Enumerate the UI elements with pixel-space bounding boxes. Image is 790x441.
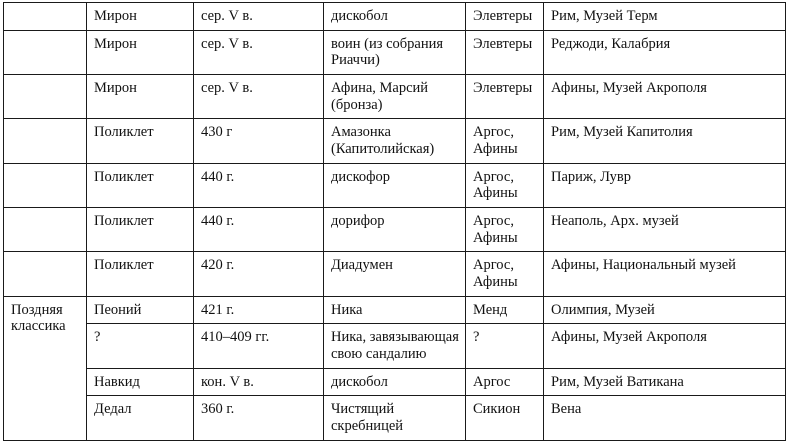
sculptor-cell: Поликлет bbox=[87, 208, 194, 252]
table-row bbox=[4, 75, 786, 119]
location-cell: Рим, Музей Ватикана bbox=[544, 368, 786, 396]
table-row bbox=[4, 208, 786, 252]
school-cell: Элевтеры bbox=[466, 30, 544, 74]
school-cell: Аргос, Афины bbox=[466, 163, 544, 207]
sculptor-cell: Поликлет bbox=[87, 163, 194, 207]
table-row bbox=[4, 30, 786, 74]
date-cell: 410–409 гг. bbox=[194, 324, 324, 368]
school-cell: Элевтеры bbox=[466, 75, 544, 119]
date-cell: 430 г bbox=[194, 119, 324, 163]
work-cell: Диадумен bbox=[324, 252, 466, 296]
sculptor-cell: Пеоний bbox=[87, 296, 194, 324]
work-cell: Чистящий скребницей bbox=[324, 396, 466, 440]
school-cell: Аргос, Афины bbox=[466, 119, 544, 163]
period-cell-empty bbox=[4, 252, 87, 296]
location-cell: Париж, Лувр bbox=[544, 163, 786, 207]
school-cell: Аргос, Афины bbox=[466, 252, 544, 296]
period-cell-empty bbox=[4, 3, 87, 31]
date-cell: 360 г. bbox=[194, 396, 324, 440]
location-cell: Афины, Музей Акрополя bbox=[544, 75, 786, 119]
sculptor-cell: Дедал bbox=[87, 396, 194, 440]
location-cell: Рим, Музей Капитолия bbox=[544, 119, 786, 163]
sculptor-cell: ? bbox=[87, 324, 194, 368]
table-row bbox=[4, 3, 786, 31]
sculpture-catalog-table bbox=[3, 2, 786, 441]
location-cell: Неаполь, Арх. музей bbox=[544, 208, 786, 252]
work-cell: дискобол bbox=[324, 3, 466, 31]
location-cell: Реджоди, Калабрия bbox=[544, 30, 786, 74]
date-cell: сер. V в. bbox=[194, 30, 324, 74]
table-row bbox=[4, 252, 786, 296]
work-cell: Афина, Марсий (бронза) bbox=[324, 75, 466, 119]
table-row bbox=[4, 396, 786, 440]
sculptor-cell: Мирон bbox=[87, 3, 194, 31]
date-cell: 421 г. bbox=[194, 296, 324, 324]
school-cell: Сикион bbox=[466, 396, 544, 440]
table-row bbox=[4, 119, 786, 163]
location-cell: Вена bbox=[544, 396, 786, 440]
period-cell-empty bbox=[4, 75, 87, 119]
table-row bbox=[4, 368, 786, 396]
period-cell-empty bbox=[4, 30, 87, 74]
sculptor-cell: Мирон bbox=[87, 30, 194, 74]
work-cell: Ника bbox=[324, 296, 466, 324]
date-cell: сер. V в. bbox=[194, 3, 324, 31]
date-cell: 440 г. bbox=[194, 208, 324, 252]
date-cell: сер. V в. bbox=[194, 75, 324, 119]
school-cell: Менд bbox=[466, 296, 544, 324]
period-cell-empty bbox=[4, 208, 87, 252]
location-cell: Олимпия, Музей bbox=[544, 296, 786, 324]
period-cell: Поздняя классика bbox=[4, 296, 87, 440]
period-cell-empty bbox=[4, 119, 87, 163]
school-cell: Элевтеры bbox=[466, 3, 544, 31]
work-cell: дорифор bbox=[324, 208, 466, 252]
period-cell-empty bbox=[4, 163, 87, 207]
sculptor-cell: Навкид bbox=[87, 368, 194, 396]
work-cell: воин (из собрания Риаччи) bbox=[324, 30, 466, 74]
sculptor-cell: Поликлет bbox=[87, 119, 194, 163]
document-page bbox=[0, 2, 790, 438]
table-row bbox=[4, 296, 786, 324]
table-row bbox=[4, 324, 786, 368]
school-cell: ? bbox=[466, 324, 544, 368]
location-cell: Рим, Музей Терм bbox=[544, 3, 786, 31]
table-body bbox=[4, 3, 786, 441]
date-cell: кон. V в. bbox=[194, 368, 324, 396]
school-cell: Аргос bbox=[466, 368, 544, 396]
location-cell: Афины, Музей Акрополя bbox=[544, 324, 786, 368]
work-cell: Ника, завязывающая свою сандалию bbox=[324, 324, 466, 368]
date-cell: 440 г. bbox=[194, 163, 324, 207]
table-row bbox=[4, 163, 786, 207]
date-cell: 420 г. bbox=[194, 252, 324, 296]
sculptor-cell: Мирон bbox=[87, 75, 194, 119]
work-cell: дискофор bbox=[324, 163, 466, 207]
school-cell: Аргос, Афины bbox=[466, 208, 544, 252]
work-cell: Амазонка (Капитолийская) bbox=[324, 119, 466, 163]
work-cell: дискобол bbox=[324, 368, 466, 396]
location-cell: Афины, Национальный музей bbox=[544, 252, 786, 296]
sculptor-cell: Поликлет bbox=[87, 252, 194, 296]
